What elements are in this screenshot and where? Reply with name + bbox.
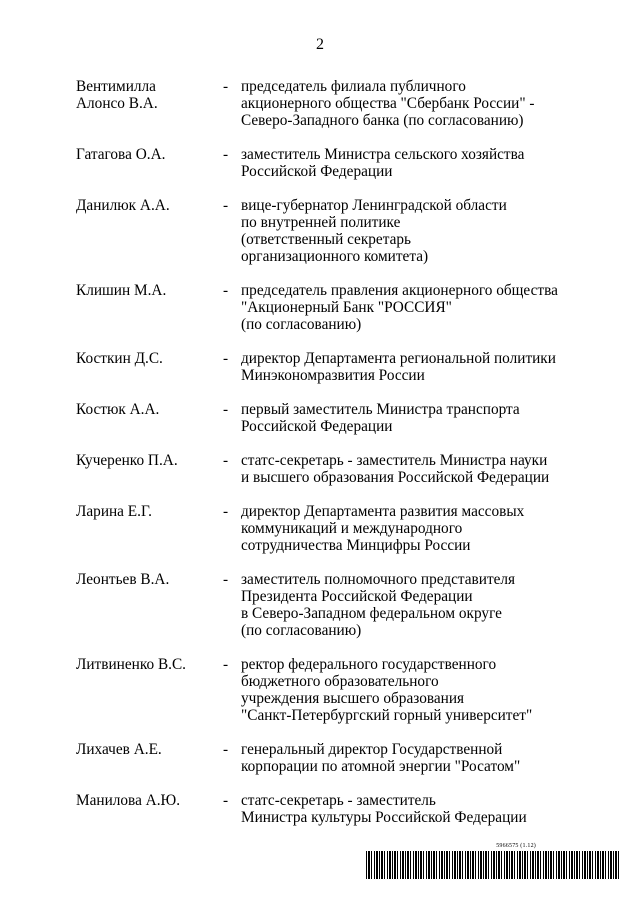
member-role-line: Президента Российской Федерации xyxy=(241,588,473,605)
member-name-line: Алонсо В.А. xyxy=(76,95,158,112)
member-role-line: заместитель Министра сельского хозяйства xyxy=(241,146,525,163)
member-name-line: Манилова А.Ю. xyxy=(76,792,181,809)
member-name xyxy=(76,656,223,673)
member-role-line: председатель филиала публичного xyxy=(241,78,466,95)
member-role-line: статс-секретарь - заместитель xyxy=(241,792,436,809)
member-row xyxy=(76,656,576,724)
member-name xyxy=(76,792,223,809)
member-role xyxy=(241,78,576,129)
barcode-image xyxy=(366,851,620,879)
member-role-line: в Северо-Западном федеральном округе xyxy=(241,605,502,622)
dash-separator: - xyxy=(223,350,229,367)
member-role-line: (по согласованию) xyxy=(241,316,362,333)
member-role-line: по внутренней политике xyxy=(241,214,401,231)
member-name-line: Леонтьев В.А. xyxy=(76,571,170,588)
member-role xyxy=(241,282,576,333)
member-name xyxy=(76,146,223,163)
member-role-line: Министра культуры Российской Федерации xyxy=(241,809,527,826)
member-role xyxy=(241,503,576,554)
dash-separator: - xyxy=(223,282,229,299)
member-role xyxy=(241,452,576,486)
dash-separator: - xyxy=(223,792,229,809)
member-role-line: председатель правления акционерного общества xyxy=(241,282,558,299)
member-role-line: учреждения высшего образования xyxy=(241,690,465,707)
member-name xyxy=(76,350,223,367)
dash-separator: - xyxy=(223,503,229,520)
member-name xyxy=(76,452,223,469)
member-role-line: вице-губернатор Ленинградской области xyxy=(241,197,507,214)
member-role xyxy=(241,571,576,639)
member-row xyxy=(76,401,576,435)
member-role-line: организационного комитета) xyxy=(241,248,429,265)
member-name xyxy=(76,197,223,214)
member-role xyxy=(241,401,576,435)
member-list xyxy=(76,78,576,826)
member-role-line: (по согласованию) xyxy=(241,622,362,639)
member-role-line: "Санкт-Петербургский горный университет" xyxy=(241,707,533,724)
member-name xyxy=(76,78,223,112)
member-row xyxy=(76,197,576,265)
member-role-line: Минэкономразвития России xyxy=(241,367,425,384)
member-role-line: ректор федерального государственного xyxy=(241,656,497,673)
member-role-line: Северо-Западного банка (по согласованию) xyxy=(241,112,524,129)
member-role xyxy=(241,741,576,775)
dash-separator: - xyxy=(223,656,229,673)
dash-separator: - xyxy=(223,741,229,758)
member-role-line: "Акционерный Банк "РОССИЯ" xyxy=(241,299,452,316)
member-role xyxy=(241,656,576,724)
document-code: 5966575 (1.12) xyxy=(496,843,536,849)
member-row xyxy=(76,78,576,129)
member-role xyxy=(241,146,576,180)
member-role-line: акционерного общества "Сбербанк России" - xyxy=(241,95,535,112)
member-role-line: Российской Федерации xyxy=(241,418,393,435)
member-name-line: Данилюк А.А. xyxy=(76,197,170,214)
member-role-line: первый заместитель Министра транспорта xyxy=(241,401,520,418)
member-row xyxy=(76,452,576,486)
member-role-line: (ответственный секретарь xyxy=(241,231,411,248)
member-row xyxy=(76,571,576,639)
member-name-line: Ларина Е.Г. xyxy=(76,503,152,520)
member-row xyxy=(76,350,576,384)
member-name-line: Литвиненко В.С. xyxy=(76,656,186,673)
dash-separator: - xyxy=(223,401,229,418)
member-role-line: директор Департамента развития массовых xyxy=(241,503,525,520)
member-role-line: коммуникаций и международного xyxy=(241,520,463,537)
member-name xyxy=(76,401,223,418)
member-row xyxy=(76,741,576,775)
member-role-line: генеральный директор Государственной xyxy=(241,741,503,758)
member-name xyxy=(76,282,223,299)
dash-separator: - xyxy=(223,78,229,95)
member-name-line: Вентимилла xyxy=(76,78,156,95)
dash-separator: - xyxy=(223,452,229,469)
member-row xyxy=(76,503,576,554)
member-role xyxy=(241,792,576,826)
member-name xyxy=(76,571,223,588)
dash-separator: - xyxy=(223,571,229,588)
member-role xyxy=(241,350,576,384)
member-role-line: корпорации по атомной энергии "Росатом" xyxy=(241,758,521,775)
member-role-line: и высшего образования Российской Федерации xyxy=(241,469,550,486)
member-role-line: заместитель полномочного представителя xyxy=(241,571,516,588)
dash-separator: - xyxy=(223,146,229,163)
member-row xyxy=(76,282,576,333)
page-number: 2 xyxy=(316,36,324,53)
member-role-line: статс-секретарь - заместитель Министра науки xyxy=(241,452,548,469)
member-name xyxy=(76,741,223,758)
member-role-line: директор Департамента региональной политики xyxy=(241,350,556,367)
member-role-line: бюджетного образовательного xyxy=(241,673,439,690)
member-row xyxy=(76,792,576,826)
member-row xyxy=(76,146,576,180)
member-name-line: Кучеренко П.А. xyxy=(76,452,178,469)
member-role xyxy=(241,197,576,265)
member-name-line: Клишин М.А. xyxy=(76,282,167,299)
member-role-line: Российской Федерации xyxy=(241,163,393,180)
member-name-line: Гатагова О.А. xyxy=(76,146,166,163)
member-name-line: Косткин Д.С. xyxy=(76,350,163,367)
member-role-line: сотрудничества Минцифры России xyxy=(241,537,471,554)
member-name-line: Костюк А.А. xyxy=(76,401,160,418)
member-name xyxy=(76,503,223,520)
member-name-line: Лихачев А.Е. xyxy=(76,741,162,758)
dash-separator: - xyxy=(223,197,229,214)
